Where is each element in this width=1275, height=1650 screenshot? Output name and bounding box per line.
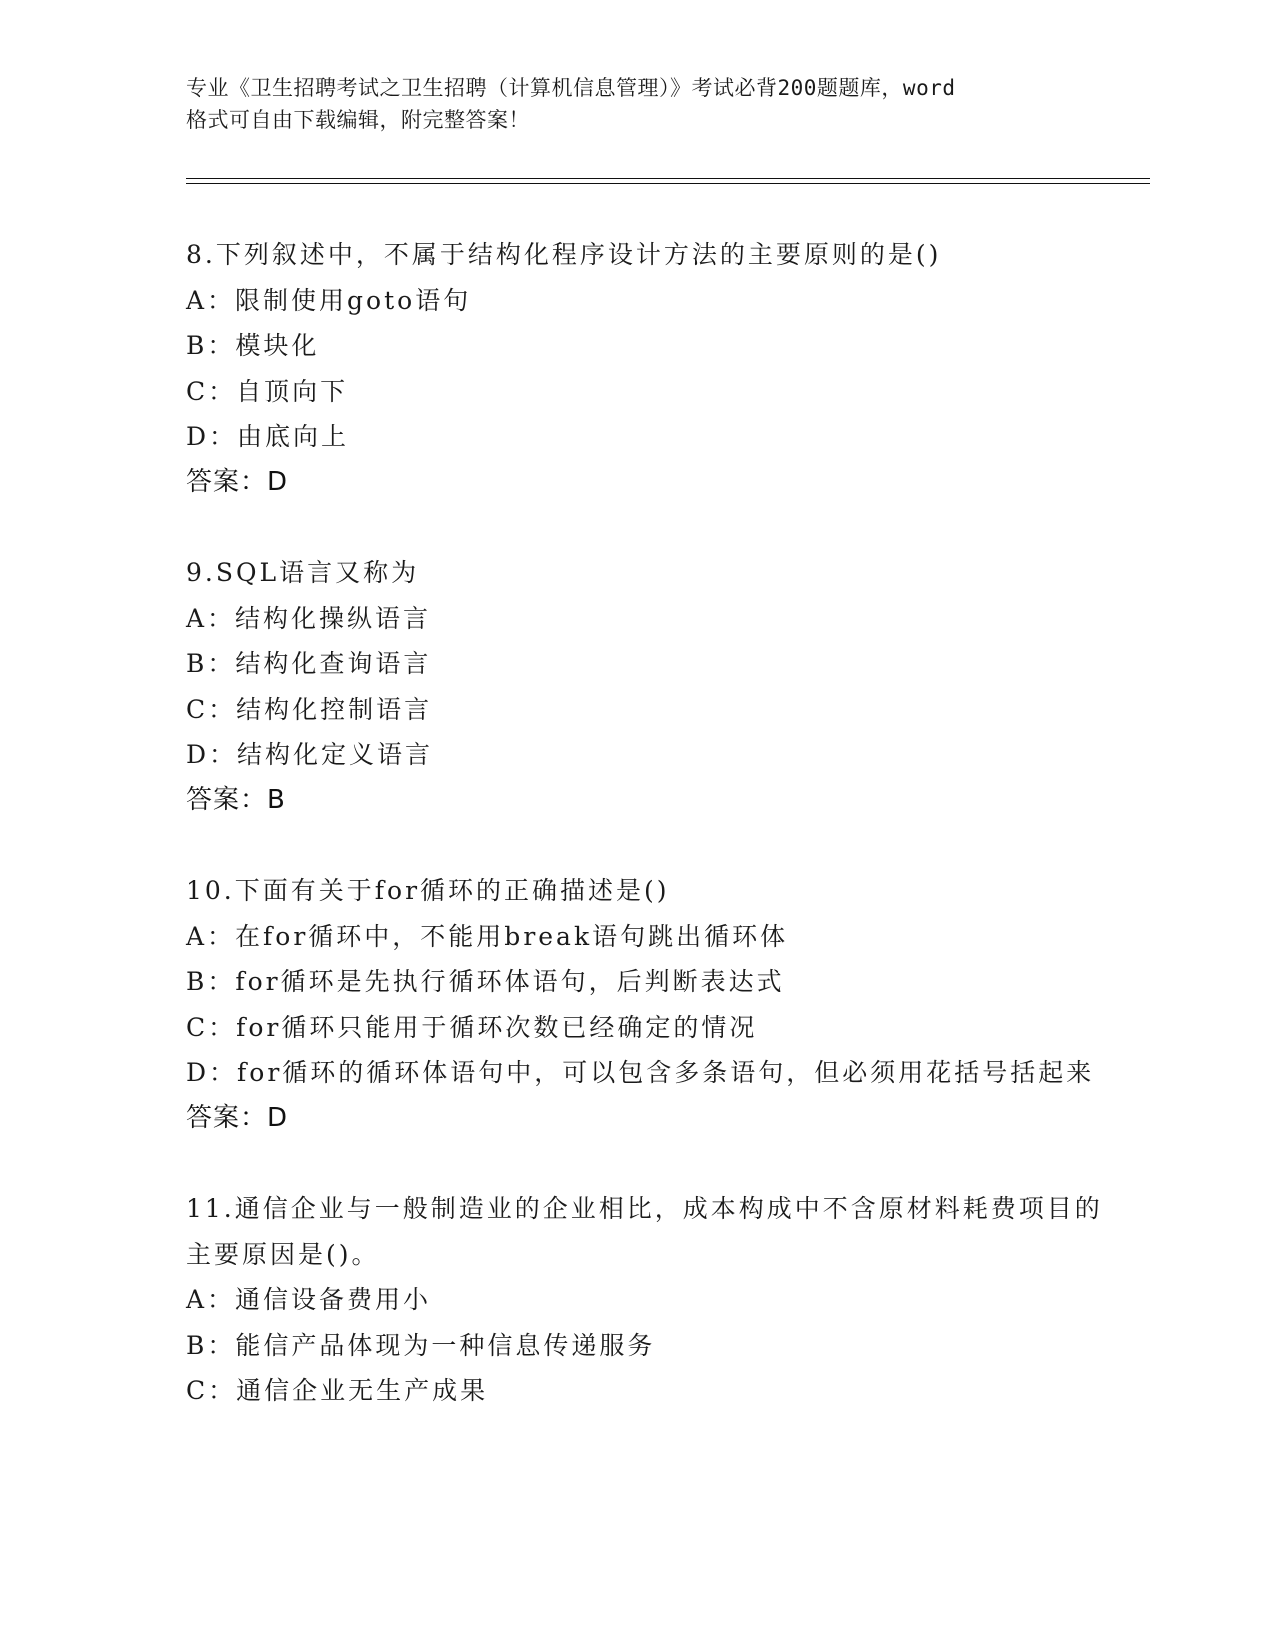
header-divider-bottom (186, 183, 1150, 184)
option-a: A：限制使用goto语句 (186, 285, 472, 315)
answer-line: 答案：D (186, 466, 289, 497)
option-d: D：由底向上 (186, 422, 350, 451)
option-b: B：for循环是先执行循环体语句，后判断表达式 (186, 967, 785, 996)
option-b: B：结构化查询语言 (186, 649, 432, 678)
question-10 (186, 868, 1106, 1141)
question-11 (186, 1186, 1106, 1414)
question-stem: 10.下面有关于for循环的正确描述是() (186, 876, 670, 905)
option-c: C：结构化控制语言 (186, 694, 433, 724)
option-a: A：通信设备费用小 (186, 1285, 432, 1314)
question-stem: 8.下列叙述中，不属于结构化程序设计方法的主要原则的是() (186, 240, 942, 269)
header-divider-top (186, 178, 1150, 179)
option-c: C：自顶向下 (186, 376, 349, 406)
answer-line: 答案：D (186, 1102, 289, 1133)
question-stem: 9.SQL语言又称为 (186, 558, 420, 587)
header-line-2: 格式可自由下载编辑，附完整答案！ (186, 108, 530, 132)
answer-line: 答案：B (186, 784, 286, 815)
option-b: B：能信产品体现为一种信息传递服务 (186, 1330, 656, 1360)
option-a: A：结构化操纵语言 (186, 603, 432, 633)
option-c: C：通信企业无生产成果 (186, 1376, 489, 1405)
header-line-1: 专业《卫生招聘考试之卫生招聘（计算机信息管理）》考试必背200题题库，word (186, 76, 956, 100)
question-9 (186, 550, 1106, 823)
question-8 (186, 232, 1106, 505)
option-d: D：结构化定义语言 (186, 740, 434, 769)
option-d: D：for循环的循环体语句中，可以包含多条语句，但必须用花括号括起来 (186, 1058, 1095, 1087)
option-a: A：在for循环中，不能用break语句跳出循环体 (186, 921, 789, 951)
document-header (186, 72, 1096, 136)
question-stem: 11.通信企业与一般制造业的企业相比，成本构成中不含原材料耗费项目的主要原因是()。 (186, 1194, 1103, 1269)
question-list (186, 232, 1106, 1459)
option-c: C：for循环只能用于循环次数已经确定的情况 (186, 1012, 758, 1042)
option-b: B：模块化 (186, 331, 320, 360)
